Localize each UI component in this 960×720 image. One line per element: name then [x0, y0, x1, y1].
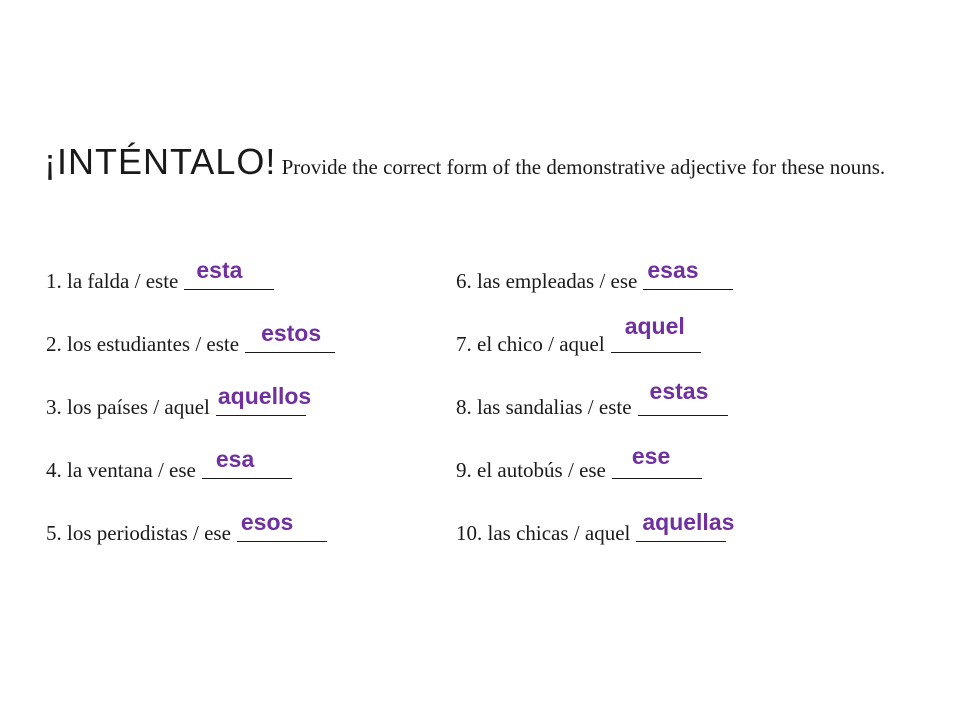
answer-text: aquellos — [217, 383, 312, 409]
answer-text: esas — [647, 257, 699, 283]
item-prompt: 9. el autobús / ese — [456, 458, 606, 482]
answer-text: aquel — [624, 313, 685, 339]
answer-blank — [216, 383, 312, 416]
answer-blank — [237, 509, 327, 542]
answer-text: esta — [196, 257, 243, 283]
answer-blank — [611, 313, 701, 353]
item-prompt: 8. las sandalias / este — [456, 395, 632, 419]
item-prompt: 7. el chico / aquel — [456, 332, 605, 356]
item-prompt: 4. la ventana / ese — [46, 458, 196, 482]
item-prompt: 1. la falda / este — [46, 269, 179, 293]
answer-blank — [612, 443, 702, 479]
item-prompt: 5. los periodistas / ese — [46, 521, 231, 545]
answer-text: esos — [240, 509, 294, 535]
answer-text: estos — [261, 320, 322, 346]
answer-text: ese — [631, 443, 671, 469]
answer-blank — [184, 257, 274, 290]
item-prompt: 2. los estudiantes / este — [46, 332, 240, 356]
item-prompt: 6. las empleadas / ese — [456, 269, 638, 293]
answer-blank — [636, 509, 735, 542]
answer-blank — [638, 378, 728, 416]
answer-blank — [643, 257, 733, 290]
answer-text: estas — [649, 378, 709, 404]
exercise-heading — [44, 138, 934, 191]
answer-text: esa — [215, 446, 255, 472]
answer-text: aquellas — [642, 509, 735, 535]
item-prompt: 10. las chicas / aquel — [456, 521, 631, 545]
answer-blank — [245, 320, 335, 353]
item-prompt: 3. los países / aquel — [46, 395, 210, 419]
exercise-instruction: Provide the correct form of the demonstrative adjective for these nouns. — [276, 155, 886, 179]
answer-blank — [202, 446, 292, 479]
exercise-title: ¡INTÉNTALO! — [44, 141, 277, 182]
